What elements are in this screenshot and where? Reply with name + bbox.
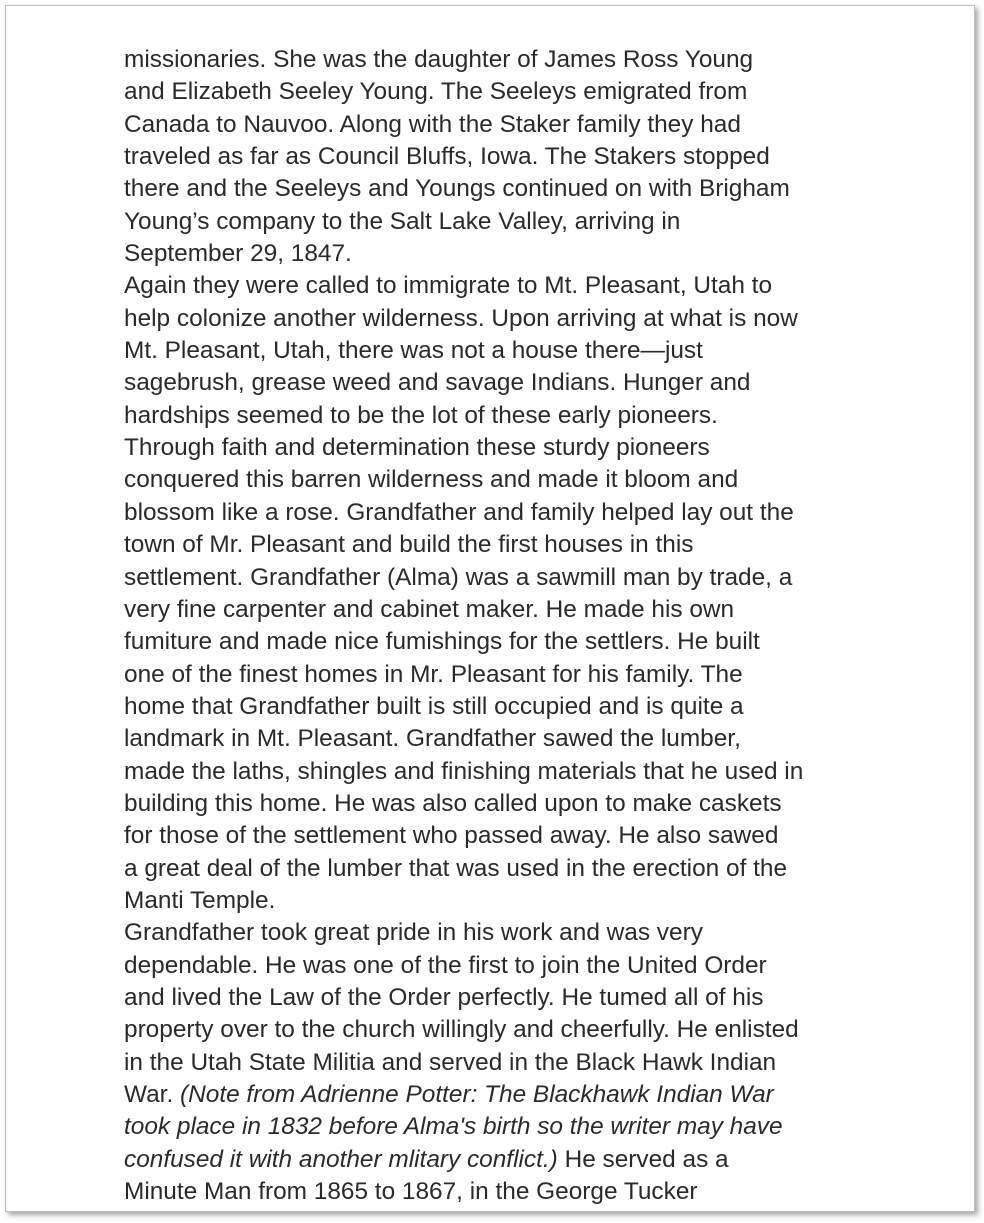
text-line: very fine carpenter and cabinet maker. He made his own — [124, 595, 735, 623]
paragraph-3 — [124, 917, 914, 1208]
text-line: building this home. He was also called upon to make caskets — [124, 789, 782, 817]
text-line: and lived the Law of the Order perfectly. He tumed all of his — [124, 983, 764, 1011]
text-line: blossom like a rose. Grandfather and family helped lay out the — [124, 498, 794, 526]
text-line: hardships seemed to be the lot of these early pioneers. — [124, 401, 718, 429]
text-line: Minute Man from 1865 to 1867, in the George Tucker — [124, 1178, 698, 1206]
text-line: a great deal of the lumber that was used in the erection of the — [124, 854, 788, 882]
text-line: traveled as far as Council Bluffs, Iowa. The Stakers stopped — [124, 143, 770, 171]
document-page — [5, 5, 975, 1212]
editor-note: confused it with another mlitary conflict.) — [124, 1145, 558, 1173]
document-body — [124, 44, 914, 1208]
text-line: for those of the settlement who passed away. He also sawed — [124, 822, 779, 850]
text-line: September 29, 1847. — [124, 240, 352, 268]
text-line: sagebrush, grease weed and savage Indians. Hunger and — [124, 369, 751, 397]
text-line: property over to the church willingly and cheerfully. He enlisted — [124, 1016, 799, 1044]
war-text: War. — [124, 1081, 181, 1108]
text-line: dependable. He was one of the first to join the United Order — [124, 951, 767, 979]
text-line: made the laths, shingles and finishing materials that he used in — [124, 757, 804, 785]
text-line: one of the finest homes in Mr. Pleasant for his family. The — [124, 660, 743, 688]
text-line: there and the Seeleys and Youngs continued on with Brigham — [124, 175, 790, 203]
paragraph-2 — [124, 270, 914, 917]
text-line-with-note — [124, 1079, 914, 1111]
text-line: conquered this barren wilderness and made it bloom and — [124, 466, 739, 494]
text-line: Canada to Nauvoo. Along with the Staker family they had — [124, 110, 741, 138]
text-line: settlement. Grandfather (Alma) was a sawmill man by trade, a — [124, 563, 793, 591]
text-line: Again they were called to immigrate to Mt. Pleasant, Utah to — [124, 272, 773, 300]
editor-note-line: took place in 1832 before Alma's birth so the writer may have — [124, 1113, 783, 1141]
paragraph-1 — [124, 44, 914, 270]
text-line: and Elizabeth Seeley Young. The Seeleys emigrated from — [124, 78, 748, 106]
text-line: town of Mr. Pleasant and build the first houses in this — [124, 531, 694, 559]
text-line: home that Grandfather built is still occupied and is quite a — [124, 692, 744, 720]
text-line: Through faith and determination these sturdy pioneers — [124, 434, 710, 462]
text-line: Mt. Pleasant, Utah, there was not a house there—just — [124, 337, 703, 365]
text-line: landmark in Mt. Pleasant. Grandfather sawed the lumber, — [124, 725, 741, 753]
continuation-text: He served as a — [557, 1145, 729, 1173]
text-line: Manti Temple. — [124, 886, 276, 914]
text-line-with-note — [124, 1144, 914, 1176]
text-line: missionaries. She was the daughter of James Ross Young — [124, 46, 754, 73]
text-line: in the Utah State Militia and served in the Black Hawk Indian — [124, 1048, 777, 1076]
text-line: Young’s company to the Salt Lake Valley, arriving in — [124, 207, 681, 235]
editor-note: (Note from Adrienne Potter: The Blackhawk Indian War — [180, 1081, 774, 1108]
text-line: Grandfather took great pride in his work and was very — [124, 919, 703, 947]
text-line: help colonize another wilderness. Upon arriving at what is now — [124, 304, 798, 332]
text-line: fumiture and made nice fumishings for the settlers. He built — [124, 628, 760, 656]
